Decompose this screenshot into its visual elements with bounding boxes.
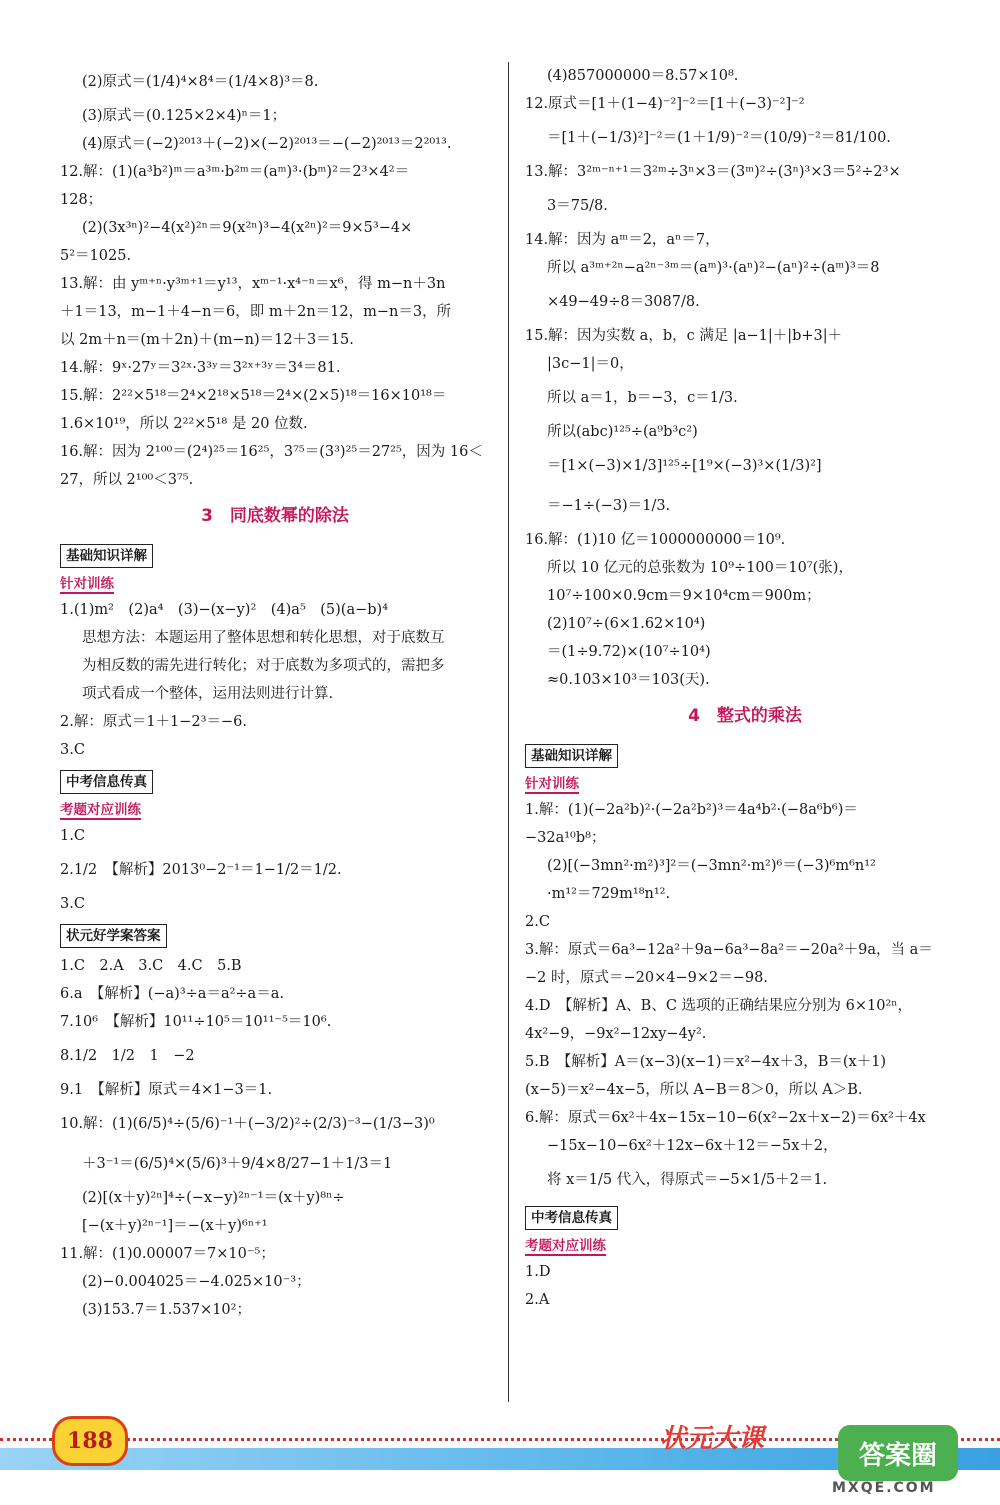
answer-line: −2 时，原式＝−20×4−9×2＝−98. <box>525 970 768 986</box>
answer-line: (3)153.7＝1.537×10²； <box>82 1302 251 1318</box>
answer-line: 128； <box>60 192 103 208</box>
section-box-label: 中考信息传真 <box>525 1206 618 1230</box>
answer-line: 项式看成一个整体，运用法则进行计算. <box>82 686 334 702</box>
answer-line: 14.解：9ˣ·27ʸ＝3²ˣ·3³ʸ＝3²ˣ⁺³ʸ＝3⁴＝81. <box>60 360 341 376</box>
answer-line: 所以 a³ᵐ⁺²ⁿ−a²ⁿ⁻³ᵐ＝(aᵐ)³·(aⁿ)²−(aⁿ)²÷(aᵐ)³＝8 <box>547 260 880 276</box>
subsection-label: 考题对应训练 <box>525 1238 606 1254</box>
section-box-label: 基础知识详解 <box>60 544 153 568</box>
answer-line: ＝[1×(−3)×1/3]¹²⁵÷[1⁹×(−3)³×(1/3)²] <box>547 458 822 474</box>
answer-line: (2)[(x＋y)²ⁿ]⁴÷(−x−y)²ⁿ⁻¹＝(x＋y)⁸ⁿ÷ <box>82 1190 345 1206</box>
brand-logo: 状元大课 <box>660 1424 765 1454</box>
answer-line: 11.解：(1)0.00007＝7×10⁻⁵； <box>60 1246 275 1262</box>
answer-line: 2.C <box>525 914 550 930</box>
answer-line: 15.解：2²²×5¹⁸＝2⁴×2¹⁸×5¹⁸＝2⁴×(2×5)¹⁸＝16×10¹⁸＝ <box>60 388 447 404</box>
answer-line: (x−5)＝x²−4x−5，所以 A−B＝8＞0，所以 A＞B. <box>525 1082 863 1098</box>
answer-line: 1.(1)m² (2)a⁴ (3)−(x−y)² (4)a⁵ (5)(a−b)⁴ <box>60 602 389 618</box>
answer-line: 10⁷÷100×0.9cm＝9×10⁴cm＝900m； <box>547 588 821 604</box>
section-box-label-wrap <box>60 764 490 798</box>
answer-line: −15x−10−6x²＋12x−6x＋12＝−5x＋2， <box>547 1138 838 1154</box>
answer-line: 4.D 【解析】A、B、C 选项的正确结果应分别为 6×10²ⁿ， <box>525 998 913 1014</box>
answer-line: 13.解：由 yᵐ⁺ⁿ·y³ᵐ⁺¹＝y¹³，xᵐ⁻¹·x⁴⁻ⁿ＝x⁶，得 m−n＋3n <box>60 276 446 292</box>
answer-line: 12.解：(1)(a³b²)ᵐ＝a³ᵐ·b²ᵐ＝(aᵐ)³·(bᵐ)²＝2³×4²＝ <box>60 164 410 180</box>
answer-line: −32a¹⁰b⁸； <box>525 830 606 846</box>
answer-line: ＋1＝13，m−1＋4−n＝6，即 m＋2n＝12，m−n＝3，所 <box>60 304 452 320</box>
answer-line: 思想方法：本题运用了整体思想和转化思想，对于底数互 <box>82 630 445 646</box>
answer-line: 6.a 【解析】(−a)³÷a＝a²÷a＝a. <box>60 986 284 1002</box>
answer-line: ≈0.103×10³＝103(天). <box>547 672 710 688</box>
answer-line: 4x²−9，−9x²−12xy−4y². <box>525 1026 707 1042</box>
answer-line: 3.C <box>60 742 85 758</box>
answer-line: 3＝75/8. <box>547 198 608 214</box>
answer-line: [−(x＋y)²ⁿ⁻¹]＝−(x＋y)⁶ⁿ⁺¹ <box>82 1218 268 1234</box>
answer-line: 5.B 【解析】A＝(x−3)(x−1)＝x²−4x＋3，B＝(x＋1) <box>525 1054 887 1070</box>
answer-line: 所以(abc)¹²⁵÷(a⁹b³c²) <box>547 424 698 440</box>
answer-line: ＝[1＋(−1/3)²]⁻²＝(1＋1/9)⁻²＝(10/9)⁻²＝81/100. <box>547 130 891 146</box>
right-column <box>525 62 965 1314</box>
answer-line: 9.1 【解析】原式＝4×1−3＝1. <box>60 1082 273 1098</box>
page-number: 188 <box>67 1428 113 1454</box>
column-divider <box>508 62 509 1402</box>
answer-line: 15.解：因为实数 a，b，c 满足 |a−1|＋|b+3|＋ <box>525 328 843 344</box>
answer-line: (2)原式＝(1/4)⁴×8⁴＝(1/4×8)³＝8. <box>82 74 319 90</box>
subsection-label-wrap <box>525 772 965 796</box>
answer-line: (3)原式＝(0.125×2×4)ⁿ＝1； <box>82 108 287 124</box>
subsection-label: 针对训练 <box>60 576 114 592</box>
answer-line: ×49−49÷8＝3087/8. <box>547 294 700 310</box>
subsection-label-wrap <box>60 572 490 596</box>
section-box-label-wrap <box>525 738 965 772</box>
answer-line: 10.解：(1)(6/5)⁴÷(5/6)⁻¹＋(−3/2)²÷(2/3)⁻³−(1/3−3)⁰ <box>60 1116 435 1132</box>
section-heading: 4 整式的乘法 <box>688 706 802 726</box>
watermark-logo: 答案圈 <box>838 1425 958 1481</box>
section-box-label: 状元好学案答案 <box>60 924 167 948</box>
answer-line: (2)10⁷÷(6×1.62×10⁴) <box>547 616 706 632</box>
answer-line: ＝−1÷(−3)＝1/3. <box>547 498 671 514</box>
answer-line: |3c−1|＝0， <box>547 356 634 372</box>
section-heading: 3 同底数幂的除法 <box>201 506 349 526</box>
answer-line: 1.D <box>525 1264 551 1280</box>
subsection-label: 考题对应训练 <box>60 802 141 818</box>
answer-line: 1.6×10¹⁹，所以 2²²×5¹⁸ 是 20 位数. <box>60 416 308 432</box>
answer-line: 12.原式＝[1＋(1−4)⁻²]⁻²＝[1＋(−3)⁻²]⁻² <box>525 96 805 112</box>
answer-line: ＋3⁻¹＝(6/5)⁴×(5/6)³＋9/4×8/27−1＋1/3＝1 <box>82 1156 393 1172</box>
answer-line: 3.C <box>60 896 85 912</box>
answer-line: 8.1/2 1/2 1 −2 <box>60 1048 195 1064</box>
answer-line: 5²＝1025. <box>60 248 132 264</box>
answer-line: 2.1/2 【解析】2013⁰−2⁻¹＝1−1/2＝1/2. <box>60 862 342 878</box>
section-box-label-wrap <box>60 918 490 952</box>
answer-line: (4)原式＝(−2)²⁰¹³＋(−2)×(−2)²⁰¹³＝−(−2)²⁰¹³＝2²⁰¹³. <box>82 136 452 152</box>
answer-line: 为相反数的需先进行转化；对于底数为多项式的，需把多 <box>82 658 445 674</box>
section-box-label-wrap <box>525 1200 965 1234</box>
subsection-label: 针对训练 <box>525 776 579 792</box>
answer-line: 27，所以 2¹⁰⁰＜3⁷⁵. <box>60 472 194 488</box>
answer-line: (4)857000000＝8.57×10⁸. <box>547 68 739 84</box>
answer-line: 1.C <box>60 828 85 844</box>
section-box-label: 中考信息传真 <box>60 770 153 794</box>
answer-line: 1.解：(1)(−2a²b)²·(−2a²b²)³＝4a⁴b²·(−8a⁶b⁶)＝ <box>525 802 858 818</box>
answer-line: ·m¹²＝729m¹⁸n¹². <box>547 886 671 902</box>
watermark-site: MXQE.COM <box>832 1480 936 1496</box>
answer-line: 将 x＝1/5 代入，得原式＝−5×1/5＋2＝1. <box>547 1172 828 1188</box>
answer-line: 14.解：因为 aᵐ＝2，aⁿ＝7， <box>525 232 720 248</box>
left-column <box>60 62 490 1324</box>
answer-line: 6.解：原式＝6x²＋4x−15x−10−6(x²−2x＋x−2)＝6x²＋4x <box>525 1110 926 1126</box>
answer-line: 2.A <box>525 1292 550 1308</box>
answer-line: 1.C 2.A 3.C 4.C 5.B <box>60 958 242 974</box>
answer-line: (2)(3x³ⁿ)²−4(x²)²ⁿ＝9(x²ⁿ)³−4(x²ⁿ)²＝9×5³−4× <box>82 220 413 236</box>
page-number-badge <box>52 1416 128 1466</box>
answer-line: 以 2m＋n＝(m＋2n)＋(m−n)＝12＋3＝15. <box>60 332 354 348</box>
answer-line: (2)[(−3mn²·m²)³]²＝(−3mn²·m²)⁶＝(−3)⁶m⁶n¹² <box>547 858 876 874</box>
answer-line: 16.解：(1)10 亿＝1000000000＝10⁹. <box>525 532 786 548</box>
answer-line: (2)−0.004025＝−4.025×10⁻³； <box>82 1274 311 1290</box>
answer-line: 16.解：因为 2¹⁰⁰＝(2⁴)²⁵＝16²⁵，3⁷⁵＝(3³)²⁵＝27²⁵，因为 16＜ <box>60 444 483 460</box>
answer-line: 13.解：3²ᵐ⁻ⁿ⁺¹＝3²ᵐ÷3ⁿ×3＝(3ᵐ)²÷(3ⁿ)³×3＝5²÷2³× <box>525 164 901 180</box>
subsection-label-wrap <box>525 1234 965 1258</box>
answer-line: 3.解：原式＝6a³−12a²＋9a−6a³−8a²＝−20a²＋9a，当 a＝ <box>525 942 933 958</box>
answer-line: 所以 a＝1，b＝−3，c＝1/3. <box>547 390 738 406</box>
answer-line: 7.10⁶ 【解析】10¹¹÷10⁵＝10¹¹⁻⁵＝10⁶. <box>60 1014 332 1030</box>
answer-line: 所以 10 亿元的总张数为 10⁹÷100＝10⁷(张)， <box>547 560 853 576</box>
subsection-label-wrap <box>60 798 490 822</box>
answer-line: ＝(1÷9.72)×(10⁷÷10⁴) <box>547 644 711 660</box>
section-box-label-wrap <box>60 538 490 572</box>
section-box-label: 基础知识详解 <box>525 744 618 768</box>
answer-line: 2.解：原式＝1＋1−2³＝−6. <box>60 714 247 730</box>
